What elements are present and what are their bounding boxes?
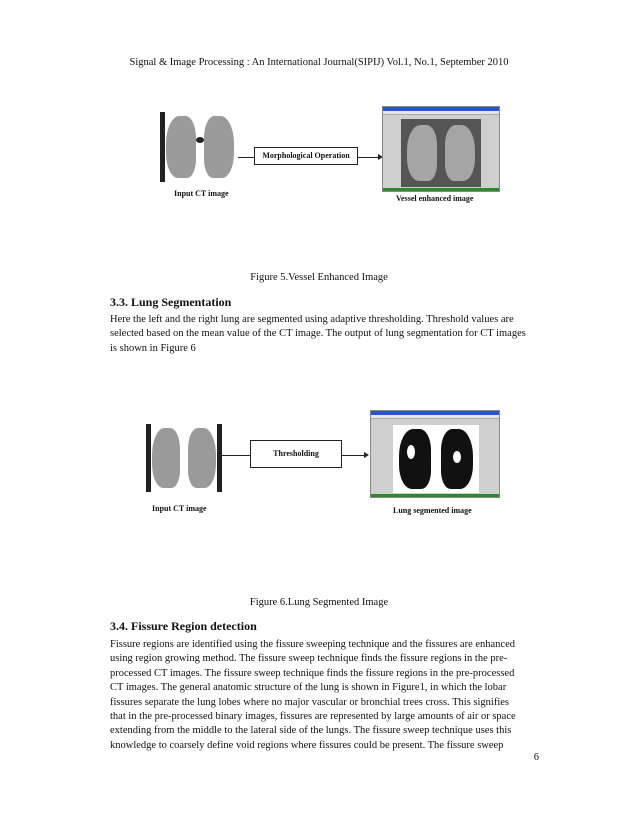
input-ct-label: Input CT image xyxy=(174,189,229,198)
running-header: Signal & Image Processing : An International Journal(SIPIJ) Vol.1, No.1, September 2010 xyxy=(129,57,509,68)
input-ct-image xyxy=(146,424,222,492)
section-3-4-paragraph xyxy=(110,638,539,753)
arrow-line xyxy=(358,157,380,158)
paragraph-line: Here the left and the right lung are segmented using adaptive thresholding. Threshold values are xyxy=(110,314,514,325)
vessel-enhanced-label: Vessel enhanced image xyxy=(396,194,474,203)
input-ct-image xyxy=(160,112,240,182)
paragraph-line: fissures separate the lung lobes where no major vascular or bronchial trees cross. This signifies xyxy=(110,696,509,708)
section-heading-3-4: 3.4. Fissure Region detection xyxy=(110,619,257,633)
arrow-line xyxy=(342,455,366,456)
figure-5-caption: Figure 5.Vessel Enhanced Image xyxy=(250,272,388,283)
paragraph-line: knowledge to coarsely define void regions where fissures could be present. The fissure sweep xyxy=(110,739,504,751)
paragraph-line: Fissure regions are identified using the fissure sweeping technique and the fissures are enhanced xyxy=(110,639,515,650)
paragraph-line: is shown in Figure 6 xyxy=(110,342,196,354)
figure-6-caption: Figure 6.Lung Segmented Image xyxy=(249,597,389,608)
arrow-line xyxy=(222,455,250,456)
arrow-head-icon xyxy=(364,452,369,458)
input-ct-label: Input CT image xyxy=(152,504,207,513)
paragraph-line: CT images. The general anatomic structure of the lung is shown in Figure1, in which the lobar xyxy=(110,682,507,694)
morphological-operation-box: Morphological Operation xyxy=(254,147,358,165)
paragraph-line: using region growing method. The fissure sweep technique finds the fissure regions in the pre- xyxy=(110,653,508,665)
vessel-enhanced-image xyxy=(382,106,500,192)
paragraph-line: selected based on the mean value of the CT image. The output of lung segmentation for CT images xyxy=(110,328,526,340)
lung-segmented-image xyxy=(370,410,500,498)
figure-5 xyxy=(0,0,638,290)
section-heading-3-3: 3.3. Lung Segmentation xyxy=(110,295,232,309)
page-number: 6 xyxy=(533,752,539,763)
paragraph-line: that in the pre-processed binary images, fissures are represented by large amounts of air or space xyxy=(110,711,516,723)
arrow-line xyxy=(238,157,254,158)
paragraph-line: extending from the middle to the lateral side of the lungs. The fissure sweep technique uses this xyxy=(110,725,512,737)
section-3-3-paragraph xyxy=(110,313,539,356)
figure-6 xyxy=(0,400,638,590)
thresholding-box: Thresholding xyxy=(250,440,342,468)
paragraph-line: processed CT images. The fissure sweep technique finds the fissure regions in the pre-processed xyxy=(110,667,515,679)
lung-segmented-label: Lung segmented image xyxy=(393,506,472,515)
